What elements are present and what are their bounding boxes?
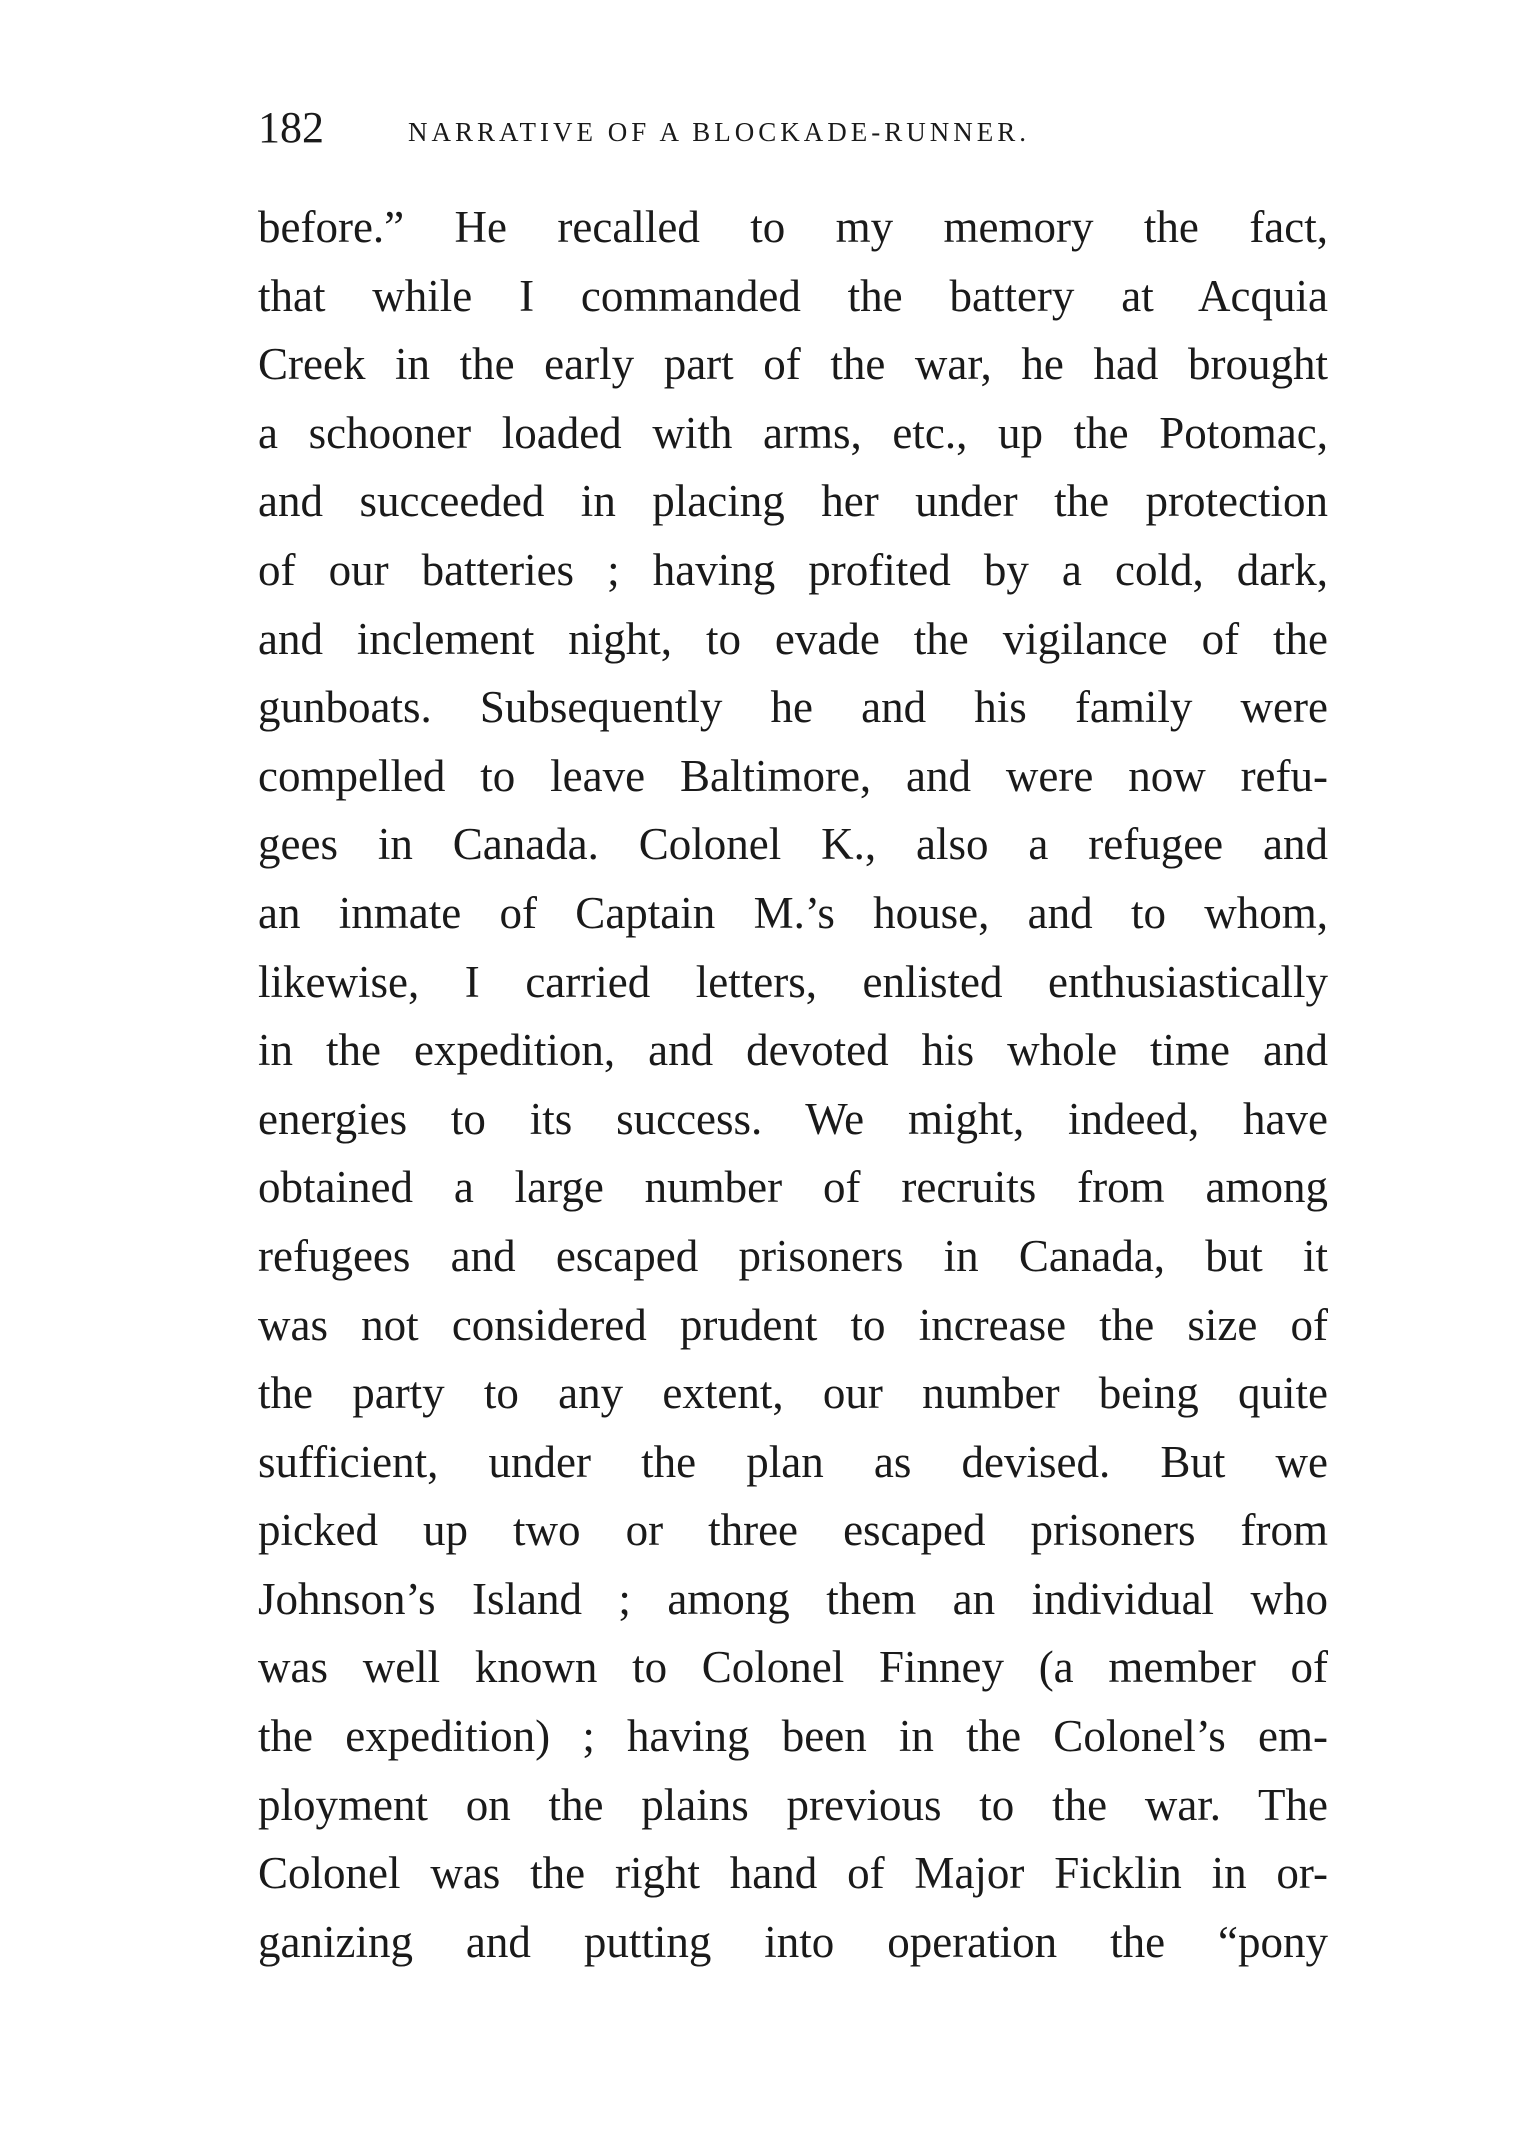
running-title: NARRATIVE OF A BLOCKADE-RUNNER. (408, 117, 1031, 147)
text-line: and inclement night, to evade the vigilance of the (258, 613, 1328, 664)
text-line: the expedition) ; having been in the Colonel’s em- (258, 1711, 1328, 1762)
text-line: likewise, I carried letters, enlisted enthusiastically (258, 956, 1328, 1007)
text-line: Johnson’s Island ; among them an individual who (258, 1573, 1328, 1624)
text-line: picked up two or three escaped prisoners from (258, 1505, 1328, 1556)
text-line: ployment on the plains previous to the war. The (258, 1779, 1328, 1830)
text-line: that while I commanded the battery at Acquia (258, 270, 1328, 321)
text-line: obtained a large number of recruits from among (258, 1162, 1328, 1213)
text-line: Creek in the early part of the war, he had brought (258, 339, 1328, 390)
text-line: and succeeded in placing her under the protection (258, 476, 1328, 527)
text-line: of our batteries ; having profited by a cold, dark, (258, 544, 1328, 595)
text-line: the party to any extent, our number being quite (258, 1368, 1328, 1419)
text-line: energies to its success. We might, indeed, have (258, 1093, 1328, 1144)
text-line: in the expedition, and devoted his whole time and (258, 1025, 1328, 1076)
text-line: gunboats. Subsequently he and his family were (258, 682, 1328, 733)
text-line: sufficient, under the plan as devised. But we (258, 1436, 1328, 1487)
page-number: 182 (258, 103, 324, 152)
text-line: Colonel was the right hand of Major Ficklin in or- (258, 1848, 1328, 1899)
text-line: a schooner loaded with arms, etc., up the Potomac, (258, 407, 1328, 458)
text-line: was not considered prudent to increase the size of (258, 1299, 1328, 1350)
text-line: an inmate of Captain M.’s house, and to whom, (258, 887, 1328, 938)
text-line: gees in Canada. Colonel K., also a refugee and (258, 819, 1328, 870)
text-line: before.” He recalled to my memory the fact, (258, 202, 1328, 252)
text-line: was well known to Colonel Finney (a member of (258, 1642, 1328, 1693)
text-line: refugees and escaped prisoners in Canada, but it (258, 1230, 1328, 1281)
text-line: ganizing and putting into operation the “pony (258, 1916, 1328, 1967)
page-header (258, 98, 1328, 158)
body-text (258, 193, 1328, 1976)
text-line: compelled to leave Baltimore, and were now refu- (258, 750, 1328, 801)
